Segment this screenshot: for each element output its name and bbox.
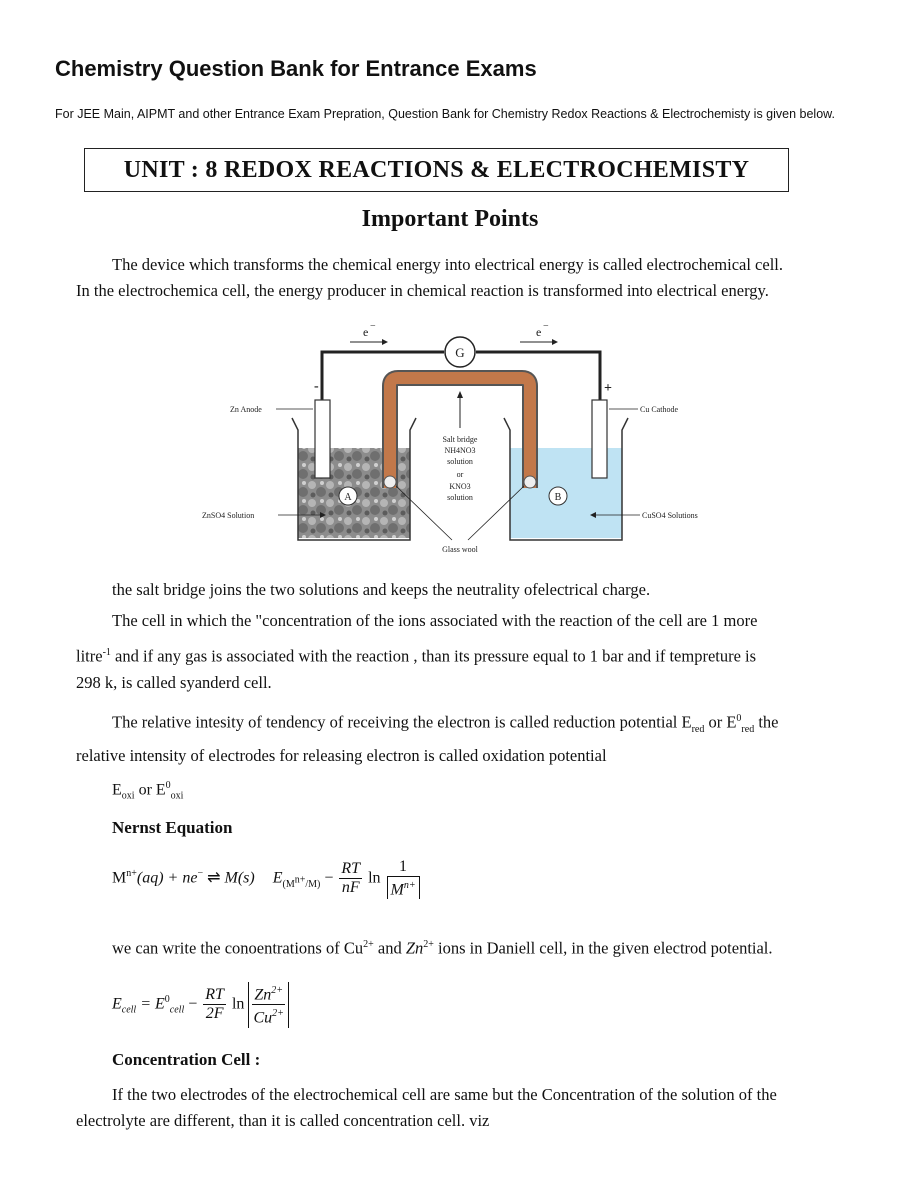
znso4-label: ZnSO4 Solution	[202, 511, 255, 520]
superscript: 2+	[423, 939, 434, 950]
paragraph-text: The relative intesity of tendency of receiving the electron is called reduction potential E	[112, 712, 692, 732]
arrowhead	[382, 339, 388, 345]
zn-anode-label: Zn Anode	[230, 405, 262, 414]
fraction-one-mn	[387, 858, 420, 899]
subscript: cell	[169, 1004, 185, 1016]
superscript: 0	[736, 713, 742, 724]
subscript: oxi	[170, 790, 184, 802]
concentration-ratio	[248, 982, 289, 1028]
minus-sign: -	[314, 379, 319, 394]
numerator: RT	[341, 860, 361, 878]
paragraph-text: and if any gas is associated with the reaction , than its pressure equal to 1 bar and if tempreture is	[110, 646, 757, 666]
numerator: 1	[387, 858, 420, 877]
superscript: 2+	[363, 939, 374, 950]
math-text: E	[272, 869, 283, 887]
plus-sign: +	[604, 381, 612, 396]
math-text: Zn	[254, 986, 272, 1004]
electron-right-label: e	[536, 325, 542, 339]
salt-bridge-label-4: or	[456, 470, 464, 479]
superscript: 0	[164, 994, 170, 1006]
math-text: M	[390, 881, 404, 899]
ecell-equation	[112, 982, 289, 1028]
math-text: ⇌	[203, 869, 225, 887]
salt-bridge-label-5: KNO3	[449, 482, 471, 491]
paragraph-line: 298 k, is called syanderd cell.	[76, 672, 272, 692]
denominator	[387, 877, 420, 899]
glass-wool-left	[384, 476, 396, 488]
beaker-a-label: A	[344, 492, 352, 503]
paragraph-electrochemical-cell	[76, 252, 816, 304]
math-text: M(s)	[224, 869, 255, 887]
unit-title: UNIT : 8 REDOX REACTIONS & ELECTROCHEMISTY	[123, 157, 750, 183]
paragraph-text: and	[373, 938, 406, 958]
paragraph-text: the	[754, 712, 779, 732]
math-text: (aq) + ne	[136, 869, 198, 887]
numerator: RT	[205, 986, 224, 1004]
cuso4-label: CuSO4 Solutions	[642, 511, 698, 520]
salt-bridge-label-1: Salt bridge	[442, 435, 478, 444]
subscript: red	[741, 723, 755, 735]
subscript: red	[691, 723, 705, 735]
superscript: n+	[294, 874, 306, 886]
math-text: = E	[136, 995, 165, 1013]
salt-bridge-label-2: NH4NO3	[444, 446, 476, 455]
math-text: −	[320, 869, 338, 887]
paragraph-potentials	[76, 706, 816, 769]
math-text: ln	[231, 995, 245, 1013]
unit-title-box	[84, 148, 789, 192]
important-points-heading: Important Points	[361, 206, 539, 232]
oxidation-potential-symbols	[112, 780, 183, 802]
paragraph-line: electrolyte are different, than it is called concentration cell. viz	[76, 1111, 490, 1130]
paragraph-salt-bridge: the salt bridge joins the two solutions and keeps the neutrality ofelectrical charge.	[112, 580, 651, 599]
concentration-cell-heading: Concentration Cell :	[112, 1050, 261, 1069]
cu-cathode-rod	[592, 400, 607, 478]
paragraph-line: relative intensity of electrodes for releasing electron is called oxidation potential	[76, 745, 607, 765]
paragraph-line: The cell in which the "concentration of the ions associated with the reaction of the cell are 1 more	[112, 611, 758, 630]
arrowhead	[552, 339, 558, 345]
arrowhead	[457, 391, 463, 398]
paragraph-line	[76, 640, 816, 670]
paragraph-text: we can write the conoentrations of	[112, 938, 344, 958]
paragraph-text: or E	[704, 712, 737, 732]
intro-text: For JEE Main, AIPMT and other Entrance Exam Prepration, Question Bank for Chemistry Redox Reactions & Electrochemisty is given below.	[55, 107, 835, 121]
math-text: E	[112, 781, 122, 799]
subscript: (M	[282, 878, 295, 890]
daniell-cell-diagram	[200, 318, 730, 568]
paragraph-line: In the electrochemica cell, the energy producer in chemical reaction is transformed into electrical energy.	[76, 281, 769, 300]
paragraph-concentration-cell	[76, 1082, 816, 1134]
page-title: Chemistry Question Bank for Entrance Exams	[55, 56, 537, 81]
superscript: n+	[403, 880, 416, 891]
litre-exponent: -1	[102, 647, 111, 658]
nernst-equation	[112, 858, 422, 899]
subscript: oxi	[121, 790, 135, 802]
electron-right-sup: −	[543, 321, 549, 332]
cu-cathode-label: Cu Cathode	[640, 405, 678, 414]
paragraph-standard-cell	[76, 608, 816, 696]
superscript: 2+	[271, 985, 284, 996]
galvanometer-label: G	[455, 345, 465, 360]
nernst-heading: Nernst Equation	[112, 818, 233, 837]
math-text: −	[184, 995, 202, 1013]
salt-bridge-label-6: solution	[447, 493, 473, 502]
math-text: M	[112, 869, 127, 887]
glass-wool-label: Glass wool	[442, 545, 478, 554]
denominator: 2F	[205, 1005, 224, 1023]
fraction-rt-nf	[339, 860, 362, 897]
paragraph-text: Zn	[405, 938, 424, 958]
paragraph-line: The device which transforms the chemical energy into electrical energy is called electrochemical cell.	[112, 255, 783, 274]
subscript: /M)	[305, 878, 321, 890]
zn-anode-rod	[315, 400, 330, 478]
superscript: 0	[165, 780, 171, 791]
beaker-b-label: B	[554, 492, 562, 503]
glass-wool-right	[524, 476, 536, 488]
denominator: nF	[341, 879, 360, 897]
salt-bridge-label-3: solution	[447, 457, 473, 466]
superscript: n+	[126, 868, 137, 880]
paragraph-text: ions in Daniell cell, in the given electrod potential.	[433, 938, 773, 958]
paragraph-line: If the two electrodes of the electrochemical cell are same but the Concentration of the solution of the	[112, 1085, 777, 1104]
math-text: ln	[368, 869, 381, 887]
superscript: 2+	[272, 1008, 284, 1020]
superscript: −	[197, 868, 204, 880]
math-text: E	[112, 995, 122, 1013]
electron-left-label: e	[363, 325, 369, 339]
math-text: or E	[134, 781, 166, 799]
electron-left-sup: −	[370, 321, 376, 332]
paragraph-text: Cu	[343, 938, 364, 958]
math-text: Cu	[253, 1009, 273, 1027]
paragraph-line	[76, 706, 816, 743]
litre-text: litre	[76, 646, 103, 666]
subscript: cell	[121, 1004, 137, 1016]
fraction-rt-2f	[203, 986, 226, 1023]
paragraph-daniell-ions	[112, 932, 832, 962]
